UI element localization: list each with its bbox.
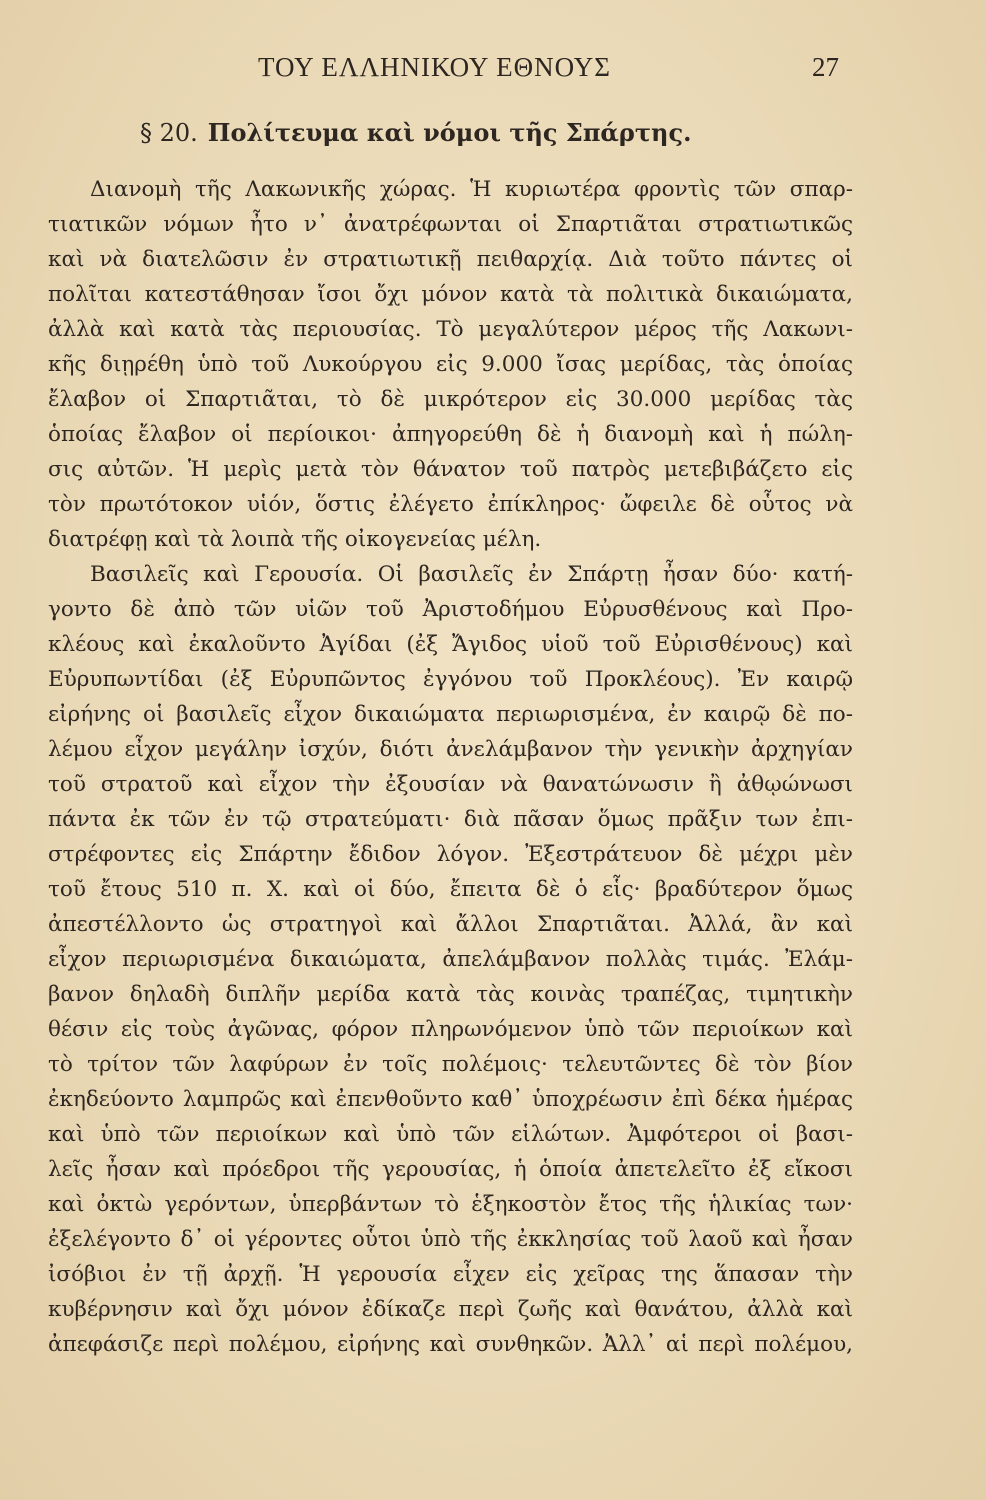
page-number: 27 [812,52,839,82]
text-line: πάντα ἐκ τῶν ἐν τῷ στρατεύματι· διὰ πᾶσαν ὅμως πρᾶξιν των ἐπι- [48,807,853,832]
text-line: ἐκηδεύοντο λαμπρῶς καὶ ἐπενθοῦντο καθ᾽ ὑποχρέωσιν ἐπὶ δέκα ἡμέρας [48,1087,853,1112]
text-line: Εὐρυπωντίδαι (ἐξ Εὐρυπῶντος ἐγγόνου τοῦ Προκλέους). Ἐν καιρῷ [48,667,853,692]
text-line: καὶ ὑπὸ τῶν περιοίκων καὶ ὑπὸ τῶν εἱλώτων. Ἀμφότεροι οἱ βασι- [48,1122,853,1147]
section-title: Πολίτευμα καὶ νόμοι τῆς Σπάρτης. [207,118,692,147]
text-line: σις αὐτῶν. Ἡ μερὶς μετὰ τὸν θάνατον τοῦ πατρὸς μετεβιβάζετο εἰς [48,457,853,482]
text-line: Βασιλεῖς καὶ Γερουσία. Οἱ βασιλεῖς ἐν Σπάρτῃ ἦσαν δύο· κατή- [90,562,853,587]
text-line: τοῦ ἔτους 510 π. Χ. καὶ οἱ δύο, ἔπειτα δὲ ὁ εἷς· βραδύτερον ὅμως [48,877,853,902]
text-line: τιατικῶν νόμων ἦτο ν᾽ ἀνατρέφωνται οἱ Σπαρτιᾶται στρατιωτικῶς [48,212,853,237]
text-line: Διανομὴ τῆς Λακωνικῆς χώρας. Ἡ κυριωτέρα φροντὶς τῶν σπαρ- [90,177,853,202]
text-line: ἀλλὰ καὶ κατὰ τὰς περιουσίας. Τὸ μεγαλύτερον μέρος τῆς Λακωνι- [48,317,853,342]
text-line: λέμου εἶχον μεγάλην ἰσχύν, διότι ἀνελάμβανον τὴν γενικὴν ἀρχηγίαν [48,737,853,762]
running-head [0,52,986,92]
text-line: λεῖς ἦσαν καὶ πρόεδροι τῆς γερουσίας, ἡ ὁποία ἀπετελεῖτο ἐξ εἴκοσι [48,1157,853,1182]
text-line: τὸ τρίτον τῶν λαφύρων ἐν τοῖς πολέμοις· τελευτῶντες δὲ τὸν βίον [48,1052,853,1077]
text-line: καὶ ὀκτὼ γερόντων, ὑπερβάντων τὸ ἑξηκοστὸν ἔτος τῆς ἡλικίας των· [48,1192,853,1217]
text-line: κῆς διῃρέθη ὑπὸ τοῦ Λυκούργου εἰς 9.000 ἴσας μερίδας, τὰς ὁποίας [48,352,853,377]
text-line: βανον δηλαδὴ διπλῆν μερίδα κατὰ τὰς κοινὰς τραπέζας, τιμητικὴν [48,982,853,1007]
text-line: τοῦ στρατοῦ καὶ εἶχον τὴν ἐξουσίαν νὰ θανατώνωσιν ἢ ἀθῳώνωσι [48,772,853,797]
text-line: τὸν πρωτότοκον υἱόν, ὅστις ἐλέγετο ἐπίκληρος· ὤφειλε δὲ οὗτος νὰ [48,492,853,517]
text-line: ἰσόβιοι ἐν τῇ ἀρχῇ. Ἡ γερουσία εἶχεν εἰς χεῖρας της ἅπασαν τὴν [48,1262,853,1287]
text-line: θέσιν εἰς τοὺς ἀγῶνας, φόρον πληρωνόμενον ὑπὸ τῶν περιοίκων καὶ [48,1017,853,1042]
text-line: πολῖται κατεστάθησαν ἴσοι ὄχι μόνον κατὰ τὰ πολιτικὰ δικαιώματα, [48,282,853,307]
text-line: ἐξελέγοντο δ᾽ οἱ γέροντες οὗτοι ὑπὸ τῆς ἐκκλησίας τοῦ λαοῦ καὶ ἦσαν [48,1227,853,1252]
text-line: γοντο δὲ ἀπὸ τῶν υἱῶν τοῦ Ἀριστοδήμου Εὐρυσθένους καὶ Προ- [48,597,853,622]
text-line: ὁποίας ἔλαβον οἱ περίοικοι· ἀπηγορεύθη δὲ ἡ διανομὴ καὶ ἡ πώλη- [48,422,853,447]
text-line: διατρέφῃ καὶ τὰ λοιπὰ τῆς οἰκογενείας μέλη. [48,527,542,552]
text-line: ἔλαβον οἱ Σπαρτιᾶται, τὸ δὲ μικρότερον εἰς 30.000 μερίδας τὰς [48,387,853,412]
text-line: ἀπεστέλλοντο ὡς στρατηγοὶ καὶ ἄλλοι Σπαρτιᾶται. Ἀλλά, ἂν καὶ [48,912,853,937]
text-line: στρέφοντες εἰς Σπάρτην ἔδιδον λόγον. Ἐξεστράτευον δὲ μέχρι μὲν [48,842,853,867]
section-number: § 20. [140,119,198,147]
text-line: εἰρήνης οἱ βασιλεῖς εἶχον δικαιώματα περιωρισμένα, ἐν καιρῷ δὲ πο- [48,702,853,727]
text-line: κυβέρνησιν καὶ ὄχι μόνον ἐδίκαζε περὶ ζωῆς καὶ θανάτου, ἀλλὰ καὶ [48,1297,853,1322]
running-title: ΤΟΥ ΕΛΛΗΝΙΚΟΥ ΕΘΝΟΥΣ [258,52,611,82]
section-heading [140,118,691,147]
text-line: κλέους καὶ ἐκαλοῦντο Ἀγίδαι (ἐξ Ἄγιδος υἱοῦ τοῦ Εὐρισθένους) καὶ [48,632,853,657]
text-line: ἀπεφάσιζε περὶ πολέμου, εἰρήνης καὶ συνθηκῶν. Ἀλλ᾽ αἱ περὶ πολέμου, [48,1332,853,1357]
text-line: εἶχον περιωρισμένα δικαιώματα, ἀπελάμβανον πολλὰς τιμάς. Ἐλάμ- [48,947,853,972]
text-line: καὶ νὰ διατελῶσιν ἐν στρατιωτικῇ πειθαρχίᾳ. Διὰ τοῦτο πάντες οἱ [48,247,853,272]
